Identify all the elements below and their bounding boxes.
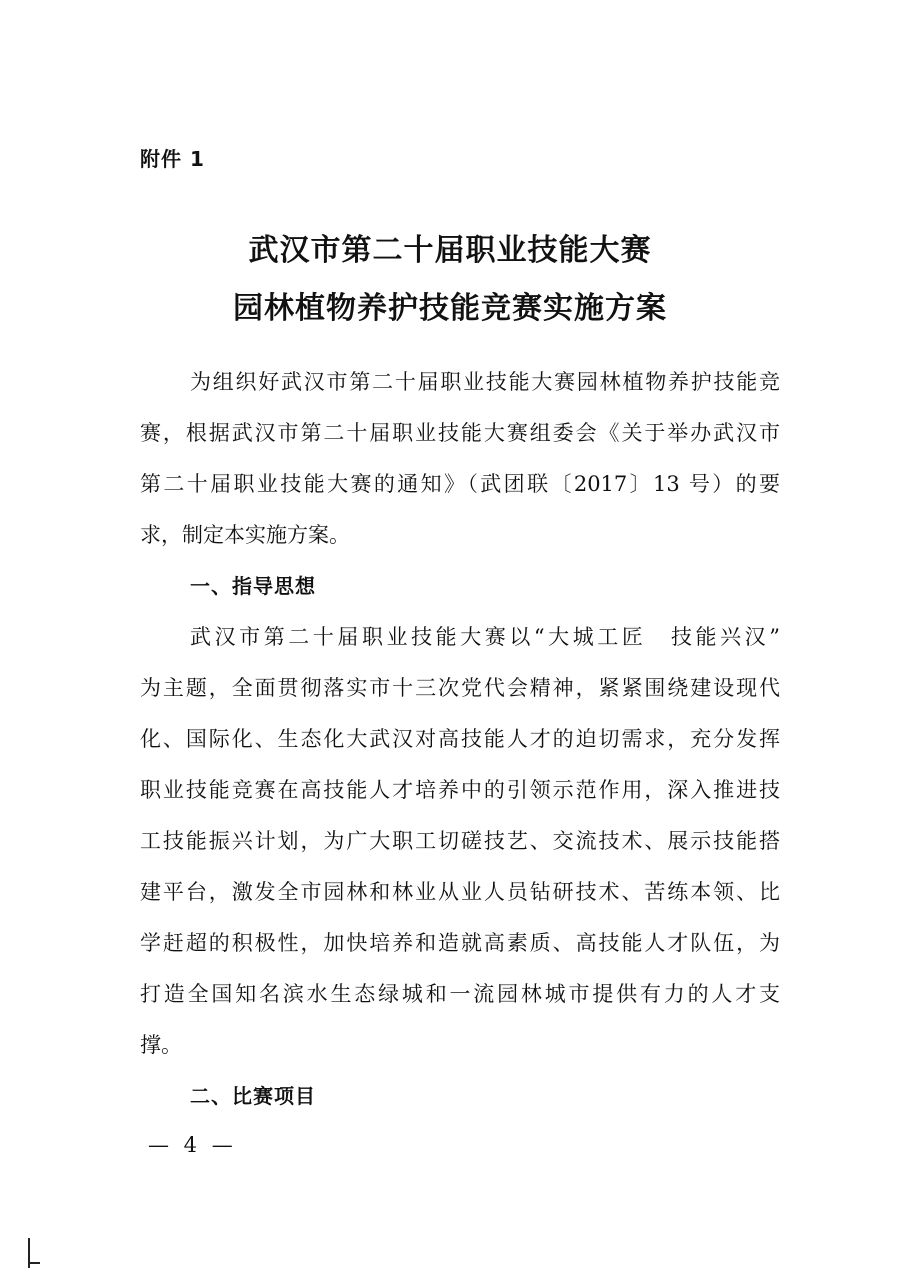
intro-line: 第二十届职业技能大赛的通知》（武团联〔2017〕13 号）的要 (140, 472, 780, 496)
section-1-line: 工技能振兴计划，为广大职工切磋技艺、交流技术、展示技能搭 (140, 829, 780, 853)
section-1-line: 学赶超的积极性，加快培养和造就高素质、高技能人才队伍，为 (140, 931, 780, 955)
page-number: — 4 — (148, 1133, 237, 1157)
section-1-line: 建平台，激发全市园林和林业从业人员钻研技术、苦练本领、比 (140, 880, 780, 904)
section-1-line: 撑。 (140, 1033, 182, 1057)
crop-mark (28, 1262, 40, 1264)
section-1-line: 打造全国知名滨水生态绿城和一流园林城市提供有力的人才支 (140, 982, 780, 1006)
document-title-line-2: 园林植物养护技能竞赛实施方案 (233, 291, 667, 326)
section-1-line: 武汉市第二十届职业技能大赛以“大城工匠 技能兴汉” (190, 625, 780, 649)
section-2-heading: 二、比赛项目 (190, 1084, 316, 1108)
section-1-line: 为主题，全面贯彻落实市十三次党代会精神，紧紧围绕建设现代 (140, 676, 780, 700)
intro-line: 为组织好武汉市第二十届职业技能大赛园林植物养护技能竞 (190, 370, 780, 394)
document-title-line-1: 武汉市第二十届职业技能大赛 (248, 233, 652, 268)
section-1-heading: 一、指导思想 (190, 574, 316, 598)
intro-line: 赛，根据武汉市第二十届职业技能大赛组委会《关于举办武汉市 (140, 421, 780, 445)
section-1-line: 职业技能竞赛在高技能人才培养中的引领示范作用，深入推进技 (140, 778, 780, 802)
attachment-label: 附件 1 (140, 147, 205, 171)
section-1-line: 化、国际化、生态化大武汉对高技能人才的迫切需求，充分发挥 (140, 727, 780, 751)
intro-line: 求，制定本实施方案。 (140, 523, 350, 547)
